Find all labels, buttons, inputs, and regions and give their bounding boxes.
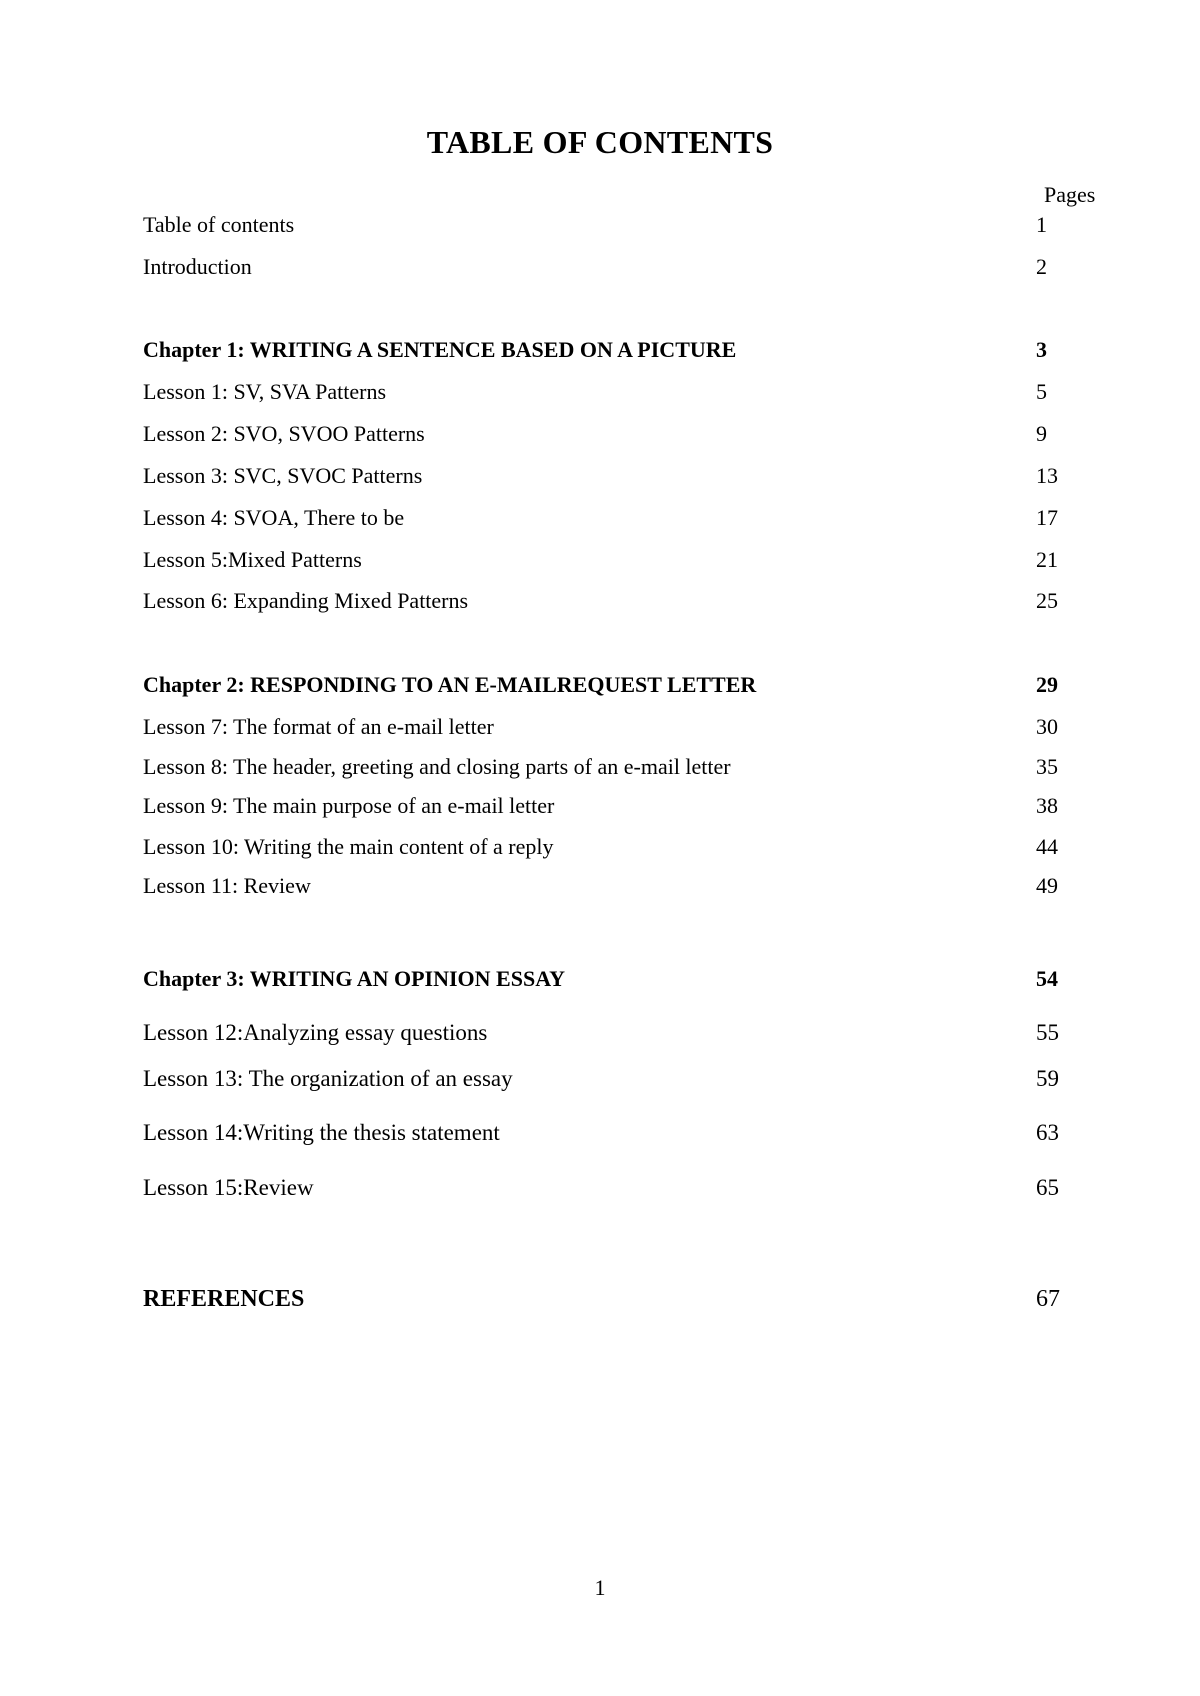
toc-entry xyxy=(143,419,1083,449)
toc-entry-page: 65 xyxy=(1036,1175,1059,1200)
toc-entry-page: 21 xyxy=(1036,547,1058,572)
toc-entry xyxy=(143,712,1083,742)
toc-entry xyxy=(143,252,1083,282)
toc-entry-page: 55 xyxy=(1036,1020,1059,1045)
toc-entry-label: Chapter 3: WRITING AN OPINION ESSAY xyxy=(143,966,565,991)
toc-entry-label: Lesson 13: The organization of an essay xyxy=(143,1066,513,1091)
toc-references-heading xyxy=(143,1284,1083,1314)
toc-chapter-heading xyxy=(143,335,1083,365)
toc-entry-label: Lesson 11: Review xyxy=(143,873,311,898)
toc-entry xyxy=(143,1173,1083,1203)
toc-entry-label: Lesson 6: Expanding Mixed Patterns xyxy=(143,588,469,613)
toc-entry-label: Lesson 10: Writing the main content of a reply xyxy=(143,834,554,859)
toc-entry xyxy=(143,461,1083,491)
toc-entry-label: Chapter 1: WRITING A SENTENCE BASED ON A PICTURE xyxy=(143,337,737,362)
toc-entry-label: Lesson 12:Analyzing essay questions xyxy=(143,1020,488,1045)
toc-entry-page: 35 xyxy=(1036,754,1058,779)
toc-entry xyxy=(143,1118,1083,1148)
toc-chapter-heading xyxy=(143,964,1083,994)
toc-entry-page: 38 xyxy=(1036,793,1058,818)
toc-entry-page: 30 xyxy=(1036,714,1058,739)
toc-entry-page: 1 xyxy=(1036,212,1047,237)
toc-entry xyxy=(143,210,1083,240)
toc-entry-label: REFERENCES xyxy=(143,1286,305,1312)
toc-entry-page: 17 xyxy=(1036,505,1058,530)
toc-entry-page: 9 xyxy=(1036,421,1047,446)
toc-entry-page: 13 xyxy=(1036,463,1058,488)
toc-entry xyxy=(143,871,1083,901)
toc-entry-label: Lesson 1: SV, SVA Patterns xyxy=(143,379,387,404)
toc-entry-label: Lesson 14:Writing the thesis statement xyxy=(143,1120,500,1145)
toc-entry-page: 5 xyxy=(1036,379,1047,404)
toc-entry-label: Lesson 7: The format of an e-mail letter xyxy=(143,714,494,739)
toc-entry-page: 67 xyxy=(1036,1286,1060,1312)
toc-entry-label: Introduction xyxy=(143,254,252,279)
toc-entry-page: 54 xyxy=(1036,966,1058,991)
toc-entry-page: 49 xyxy=(1036,873,1058,898)
toc-entry xyxy=(143,1064,1083,1094)
toc-entry xyxy=(143,1018,1083,1048)
toc-entry-label: Lesson 4: SVOA, There to be xyxy=(143,505,405,530)
toc-entry xyxy=(143,586,1083,616)
toc-entry-page: 25 xyxy=(1036,588,1058,613)
toc-entry-label: Lesson 9: The main purpose of an e-mail letter xyxy=(143,793,555,818)
pages-column-header: Pages xyxy=(1044,182,1096,207)
toc-entry xyxy=(143,832,1083,862)
toc-entry-label: Lesson 8: The header, greeting and closing parts of an e-mail letter xyxy=(143,754,731,779)
toc-entry-label: Lesson 2: SVO, SVOO Patterns xyxy=(143,421,425,446)
page-title: TABLE OF CONTENTS xyxy=(426,124,774,160)
toc-entry-page: 44 xyxy=(1036,834,1058,859)
toc-entry-label: Lesson 5:Mixed Patterns xyxy=(143,547,362,572)
toc-entry xyxy=(143,545,1083,575)
toc-entry xyxy=(143,377,1083,407)
toc-entry-label: Table of contents xyxy=(143,212,295,237)
toc-entry-label: Lesson 3: SVC, SVOC Patterns xyxy=(143,463,423,488)
toc-entry-label: Lesson 15:Review xyxy=(143,1175,314,1200)
toc-entry-page: 59 xyxy=(1036,1066,1059,1091)
toc-entry-page: 29 xyxy=(1036,672,1058,697)
toc-entry xyxy=(143,503,1083,533)
toc-chapter-heading xyxy=(143,670,1083,700)
toc-entry-page: 63 xyxy=(1036,1120,1059,1145)
toc-entry-page: 2 xyxy=(1036,254,1047,279)
page-number: 1 xyxy=(594,1575,606,1600)
toc-entry xyxy=(143,791,1083,821)
toc-entry-label: Chapter 2: RESPONDING TO AN E-MAILREQUEST LETTER xyxy=(143,672,757,697)
toc-entry xyxy=(143,752,1083,782)
toc-entry-page: 3 xyxy=(1036,337,1047,362)
